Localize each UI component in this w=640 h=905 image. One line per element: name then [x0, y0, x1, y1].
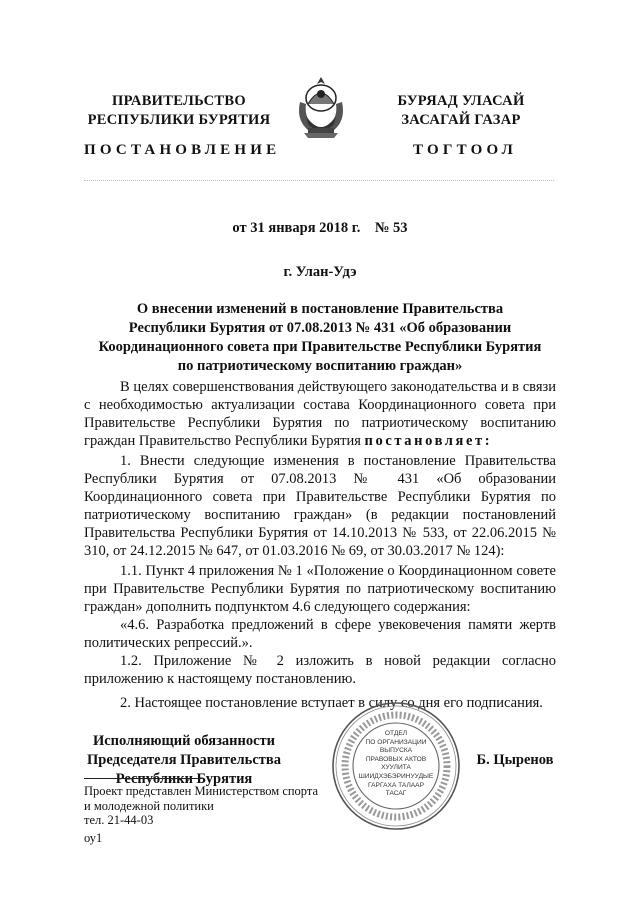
- header-left: [84, 92, 274, 130]
- signatory-title: [84, 732, 284, 789]
- item-1-2: 1.2. Приложение № 2 изложить в новой редакции согласно приложению к настоящему постановлению.: [84, 653, 556, 687]
- doc-type-right: ТОГТООЛ: [413, 142, 517, 158]
- official-stamp: [330, 700, 462, 832]
- doc-type-left: ПОСТАНОВЛЕНИЕ: [84, 142, 281, 158]
- item-1-1: 1.1. Пункт 4 приложения № 1 «Положение о Координационном совете при Правительстве Республики Бурятия по патриотическому воспитанию граждан» дополнить подпунктом 4.6 следующего содержания:: [84, 563, 556, 615]
- header-right: [366, 92, 556, 130]
- footer-code: оу1: [84, 830, 103, 845]
- resolves-word: постановляет:: [364, 433, 493, 449]
- stamp-text: ОТДЕЛ ПО ОРГАНИЗАЦИИ ВЫПУСКА ПРАВОВЫХ АКТОВ ХУУЛИТА ШИИДХЭБЭРИНУУДЫЕ ГАРГАХА ТАЛААР ТАСАГ: [358, 730, 434, 798]
- signatory-line1: Исполняющий обязанности: [92, 733, 276, 749]
- date-and-number: от 31 января 2018 г. № 53: [232, 220, 408, 236]
- title-line3: Координационного совета при Правительстве Республики Бурятия: [98, 339, 542, 355]
- signatory-line3: Республики Бурятия: [115, 771, 253, 787]
- item-1: 1. Внести следующие изменения в постановление Правительства Республики Бурятия от 07.08.2013 № 431 «Об образовании Координационного совета при Правительстве Республики Бурятия по патриотическому воспитанию граждан» (в редакции постановлений Правительства Республики Бурятия от 14.10.2013 № 533, от 22.06.2015 № 310, от 24.12.2015 № 647, от 01.03.2016 № 69, от 30.03.2017 № 124):: [84, 453, 556, 559]
- city: г. Улан-Удэ: [283, 264, 357, 280]
- signatory-line2: Председателя Правительства: [87, 752, 281, 768]
- header-right-line1: БУРЯАД УЛАСАЙ: [397, 93, 525, 109]
- footer-line2: и молодежной политики: [84, 798, 214, 813]
- item-1-1-quote: «4.6. Разработка предложений в сфере увековечения памяти жертв политических репрессий.».: [84, 617, 556, 651]
- header-divider: [84, 180, 554, 181]
- preamble-text: В целях совершенствования действующего законодательства и в связи с необходимостью актуализации состава Координационного совета при Правительстве Республики Бурятия по патриотическому воспитанию граждан Правительство Республики Бурятия: [84, 379, 556, 449]
- signatory-name: Б. Цыренов: [476, 752, 554, 768]
- footer-note: [84, 784, 344, 845]
- preamble-paragraph: [84, 378, 556, 450]
- title-line2: Республики Бурятия от 07.08.2013 № 431 «Об образовании: [128, 320, 512, 336]
- title-line4: по патриотическому воспитанию граждан»: [177, 358, 463, 374]
- footer-line1: Проект представлен Министерством спорта: [84, 784, 319, 798]
- title-line1: О внесении изменений в постановление Правительства: [136, 301, 504, 317]
- item-2: 2. Настоящее постановление вступает в силу со дня его подписания.: [120, 695, 543, 711]
- header-right-line2: ЗАСАГАЙ ГАЗАР: [401, 112, 521, 128]
- header-left-line2: РЕСПУБЛИКИ БУРЯТИЯ: [87, 112, 271, 128]
- document-title: [84, 300, 556, 376]
- footer-phone: тел. 21-44-03: [84, 813, 154, 827]
- coat-of-arms-emblem: [294, 76, 348, 140]
- footer-rule: [84, 778, 202, 779]
- header-left-line1: ПРАВИТЕЛЬСТВО: [112, 93, 246, 109]
